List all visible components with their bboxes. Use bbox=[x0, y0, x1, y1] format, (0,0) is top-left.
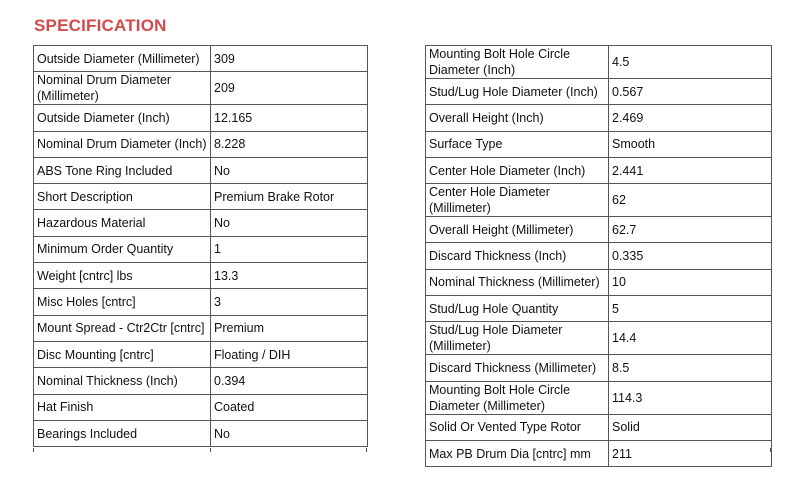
spec-value: Solid bbox=[609, 414, 772, 440]
spec-label: Surface Type bbox=[426, 131, 609, 157]
spec-value: 2.441 bbox=[609, 157, 772, 183]
table-row bbox=[34, 46, 368, 72]
table-row bbox=[426, 105, 772, 131]
spec-label: Nominal Drum Diameter (Millimeter) bbox=[34, 72, 211, 105]
spec-value: Floating / DIH bbox=[211, 341, 368, 367]
spec-value: No bbox=[211, 157, 368, 183]
table-row bbox=[426, 131, 772, 157]
spec-label: Outside Diameter (Millimeter) bbox=[34, 46, 211, 72]
spec-table-left bbox=[33, 45, 368, 447]
spec-value: 4.5 bbox=[609, 46, 772, 79]
spec-label: Nominal Thickness (Millimeter) bbox=[426, 269, 609, 295]
spec-value: Premium Brake Rotor bbox=[211, 184, 368, 210]
table-row bbox=[34, 236, 368, 262]
spec-value: 10 bbox=[609, 269, 772, 295]
table-row bbox=[34, 394, 368, 420]
spec-label: Misc Holes [cntrc] bbox=[34, 289, 211, 315]
spec-label: Bearings Included bbox=[34, 420, 211, 446]
spec-value: 2.469 bbox=[609, 105, 772, 131]
spec-label: Nominal Thickness (Inch) bbox=[34, 368, 211, 394]
spec-value: 8.228 bbox=[211, 131, 368, 157]
spec-label: Minimum Order Quantity bbox=[34, 236, 211, 262]
spec-label: Discard Thickness (Millimeter) bbox=[426, 355, 609, 381]
spec-label: Center Hole Diameter (Inch) bbox=[426, 157, 609, 183]
table-right-divider-tail bbox=[608, 448, 609, 452]
spec-value: 8.5 bbox=[609, 355, 772, 381]
spec-label: Nominal Drum Diameter (Inch) bbox=[34, 131, 211, 157]
spec-label: Center Hole Diameter (Millimeter) bbox=[426, 184, 609, 217]
spec-value: 13.3 bbox=[211, 263, 368, 289]
spec-value: 14.4 bbox=[609, 322, 772, 355]
spec-label: Mounting Bolt Hole Circle Diameter (Inch) bbox=[426, 46, 609, 79]
table-row bbox=[34, 341, 368, 367]
table-row bbox=[426, 79, 772, 105]
spec-label: Stud/Lug Hole Diameter (Inch) bbox=[426, 79, 609, 105]
table-row bbox=[34, 315, 368, 341]
table-row bbox=[34, 157, 368, 183]
spec-value: 209 bbox=[211, 72, 368, 105]
table-right-divider-tail bbox=[425, 448, 426, 452]
spec-label: Max PB Drum Dia [cntrc] mm bbox=[426, 440, 609, 466]
spec-value: Coated bbox=[211, 394, 368, 420]
spec-label: Mounting Bolt Hole Circle Diameter (Millimeter) bbox=[426, 381, 609, 414]
table-row bbox=[426, 414, 772, 440]
table-row bbox=[426, 243, 772, 269]
table-row bbox=[34, 184, 368, 210]
spec-label: Solid Or Vented Type Rotor bbox=[426, 414, 609, 440]
spec-value: 12.165 bbox=[211, 105, 368, 131]
spec-label: Stud/Lug Hole Quantity bbox=[426, 296, 609, 322]
spec-label: Weight [cntrc] lbs bbox=[34, 263, 211, 289]
spec-label: Mount Spread - Ctr2Ctr [cntrc] bbox=[34, 315, 211, 341]
table-row bbox=[426, 157, 772, 183]
table-row bbox=[426, 296, 772, 322]
spec-value: 3 bbox=[211, 289, 368, 315]
spec-label: Overall Height (Inch) bbox=[426, 105, 609, 131]
table-row bbox=[426, 184, 772, 217]
spec-value: 5 bbox=[609, 296, 772, 322]
table-row bbox=[34, 368, 368, 394]
table-row bbox=[34, 210, 368, 236]
page-title: SPECIFICATION bbox=[34, 16, 167, 35]
table-left-divider-tail bbox=[210, 448, 211, 452]
table-row bbox=[426, 217, 772, 243]
spec-label: Overall Height (Millimeter) bbox=[426, 217, 609, 243]
spec-label: Disc Mounting [cntrc] bbox=[34, 341, 211, 367]
spec-value: No bbox=[211, 420, 368, 446]
spec-value: 0.335 bbox=[609, 243, 772, 269]
table-row bbox=[426, 46, 772, 79]
spec-value: 62.7 bbox=[609, 217, 772, 243]
spec-value: Premium bbox=[211, 315, 368, 341]
table-left-divider-tail bbox=[366, 448, 367, 452]
spec-value: 0.394 bbox=[211, 368, 368, 394]
table-row bbox=[34, 131, 368, 157]
spec-value: 114.3 bbox=[609, 381, 772, 414]
table-row bbox=[34, 105, 368, 131]
spec-value: Smooth bbox=[609, 131, 772, 157]
spec-label: Short Description bbox=[34, 184, 211, 210]
spec-label: Discard Thickness (Inch) bbox=[426, 243, 609, 269]
spec-value: 309 bbox=[211, 46, 368, 72]
spec-table-right bbox=[425, 45, 772, 467]
table-row bbox=[426, 269, 772, 295]
table-row bbox=[426, 440, 772, 466]
spec-value: 0.567 bbox=[609, 79, 772, 105]
table-row bbox=[426, 381, 772, 414]
table-row bbox=[34, 72, 368, 105]
spec-label: ABS Tone Ring Included bbox=[34, 157, 211, 183]
spec-value: 62 bbox=[609, 184, 772, 217]
spec-label: Outside Diameter (Inch) bbox=[34, 105, 211, 131]
spec-value: 211 bbox=[609, 440, 772, 466]
table-row bbox=[34, 263, 368, 289]
spec-value: 1 bbox=[211, 236, 368, 262]
spec-label: Hat Finish bbox=[34, 394, 211, 420]
table-row bbox=[426, 355, 772, 381]
table-row bbox=[426, 322, 772, 355]
spec-label: Hazardous Material bbox=[34, 210, 211, 236]
table-row bbox=[34, 289, 368, 315]
table-right-divider-tail bbox=[770, 448, 771, 452]
spec-label: Stud/Lug Hole Diameter (Millimeter) bbox=[426, 322, 609, 355]
spec-value: No bbox=[211, 210, 368, 236]
table-row bbox=[34, 420, 368, 446]
table-left-divider-tail bbox=[33, 448, 34, 452]
